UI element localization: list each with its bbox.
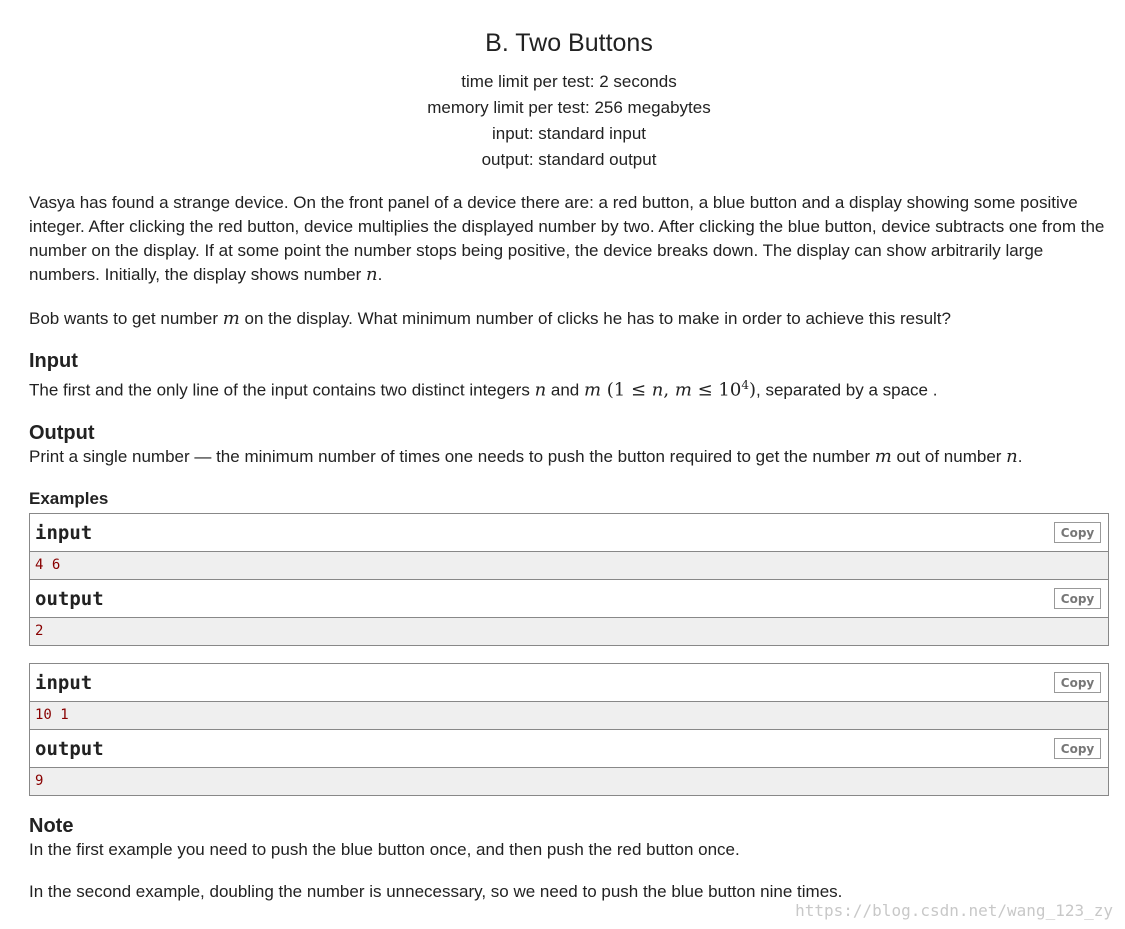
sample-output-data: 9 xyxy=(30,768,1108,795)
sample-output-header xyxy=(30,580,1108,618)
statement-text: Vasya has found a strange device. On the front panel of a device there are: a red button, a blue button and a display showing some positive integer. After clicking the red button, device multiplies the displayed number by two. After clicking the blue button, device subtracts one from the number on the display. If at some point the number stops being positive, the device breaks down. The display can show arbitrarily large numbers. Initially, the display shows number xyxy=(29,193,1105,284)
problem-statement xyxy=(29,0,1109,921)
section-text: out of number xyxy=(891,446,1007,466)
memory-limit: memory limit per test: 256 megabytes xyxy=(427,98,711,117)
math-var: n xyxy=(1006,445,1018,467)
input-file: input: standard input xyxy=(491,124,647,143)
statement-text: Bob wants to get number xyxy=(29,309,223,328)
statement-paragraph-1 xyxy=(29,191,1109,287)
examples-title: Examples xyxy=(29,488,109,508)
copy-button[interactable]: Copy xyxy=(1054,738,1101,759)
time-limit: time limit per test: 2 seconds xyxy=(461,72,677,91)
statement-paragraph-2 xyxy=(29,307,1109,331)
problem-title: B. Two Buttons xyxy=(485,29,653,57)
problem-limits xyxy=(29,69,1109,173)
watermark: https://blog.csdn.net/wang_123_zy xyxy=(795,901,1113,920)
note-paragraph-2: In the second example, doubling the number is unnecessary, so we need to push the blue button nine times. xyxy=(29,881,843,901)
sample-test xyxy=(29,513,1109,646)
sample-input-data: 10 1 xyxy=(30,702,1108,730)
math-text: , xyxy=(663,379,675,401)
section-text: . xyxy=(1017,446,1023,466)
section-text: The first and the only line of the input contains two distinct integers xyxy=(29,380,535,400)
math-var: m xyxy=(674,379,692,401)
output-file: output: standard output xyxy=(481,150,657,169)
input-section-text xyxy=(29,373,1109,403)
note-title: Note xyxy=(29,814,74,837)
sample-test xyxy=(29,663,1109,796)
copy-button[interactable]: Copy xyxy=(1054,588,1101,609)
math-var: m xyxy=(874,445,892,467)
math-var: m xyxy=(583,379,602,401)
sample-output-label: output xyxy=(35,737,104,760)
note-paragraph-1: In the first example you need to push the blue button once, and then push the red button once. xyxy=(29,839,740,859)
math-text: 1 ≤ xyxy=(613,379,652,401)
statement-text: . xyxy=(377,265,383,284)
problem-header xyxy=(29,29,1109,173)
math-var: n xyxy=(651,379,664,401)
section-text: and xyxy=(546,380,584,400)
math-text: ) xyxy=(748,379,757,401)
math-exponent: 4 xyxy=(741,378,749,392)
sample-input-header xyxy=(30,664,1108,702)
output-section-text xyxy=(29,445,1109,469)
sample-input-label: input xyxy=(35,521,93,544)
math-text: ( xyxy=(601,379,614,401)
sample-input-label: input xyxy=(35,671,93,694)
section-text: Print a single number — the minimum number of times one needs to push the button required to get the number xyxy=(29,446,875,466)
math-var: m xyxy=(222,308,240,329)
section-text: , separated by a space . xyxy=(756,380,938,400)
sample-output-header xyxy=(30,730,1108,768)
sample-output-label: output xyxy=(35,587,104,610)
sample-input-header xyxy=(30,514,1108,552)
copy-button[interactable]: Copy xyxy=(1054,672,1101,693)
sample-output-data: 2 xyxy=(30,618,1108,645)
copy-button[interactable]: Copy xyxy=(1054,522,1101,543)
output-section-title: Output xyxy=(29,421,95,444)
statement-text: on the display. What minimum number of clicks he has to make in order to achieve this result? xyxy=(239,309,951,328)
math-var: n xyxy=(366,264,378,285)
math-var: n xyxy=(534,379,547,401)
math-text: ≤ 10 xyxy=(691,379,742,401)
sample-input-data: 4 6 xyxy=(30,552,1108,580)
input-section-title: Input xyxy=(29,350,78,372)
